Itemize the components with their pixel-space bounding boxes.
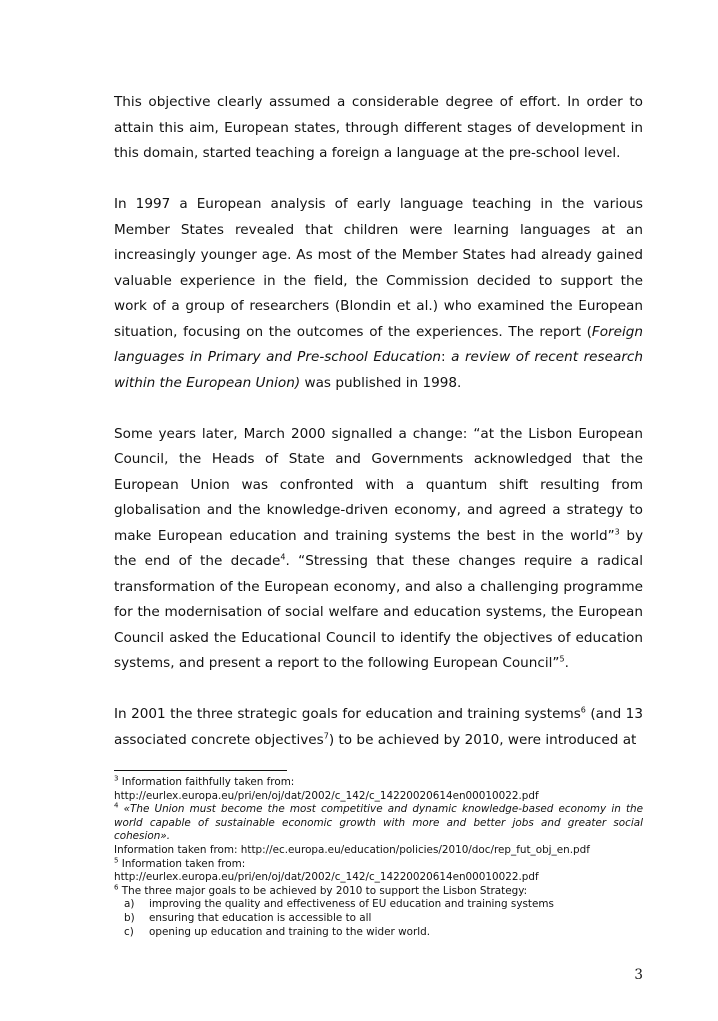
- report-title-italic: Foreign languages in Primary and Pre-school Education: [114, 323, 643, 365]
- footnote-ref-5: 5: [559, 654, 565, 664]
- footnote-number: 5: [114, 856, 119, 865]
- footnote-3: [114, 776, 643, 803]
- footnote-label: Information faithfully taken from:: [118, 776, 295, 788]
- list-item: [124, 926, 643, 940]
- paragraph-1997-analysis: [114, 192, 643, 396]
- paragraph-text: In 1997 a European analysis of early language teaching in the various Member States revealed that children were learning languages at an increasingly younger age. As most of the Member States had already gained valuable experience in the field, the Commission decided to support the work of a group of researchers (Blondin et al.) who examined the European situation, focusing on the outcomes of the experiences. The report (: [114, 196, 643, 340]
- paragraph-text: (and 13 associated concrete objectives: [114, 706, 643, 748]
- list-marker: b): [124, 912, 135, 925]
- footnote-url: http://eurlex.europa.eu/pri/en/oj/dat/2002/c_142/c_14220020614en00010022.pdf: [114, 871, 539, 884]
- footnote-number: 3: [114, 774, 119, 783]
- list-marker: a): [124, 898, 135, 911]
- list-item-text: opening up education and training to the wider world.: [149, 925, 431, 938]
- list-marker: c): [124, 925, 134, 938]
- report-subtitle-italic: a review of recent research within the European Union): [114, 349, 643, 391]
- footnote-quote: «The Union must become the most competitive and dynamic knowledge-based economy in the world capable of sustainable economic growth with more and better jobs and greater social cohesion».: [114, 803, 643, 843]
- paragraph-text: This objective clearly assumed a considerable degree of effort. In order to attain this aim, European states, through different stages of development in this domain, started teaching a foreign a language at the pre-school level.: [114, 94, 643, 161]
- footnote-number: 6: [114, 883, 119, 892]
- list-item: [124, 912, 643, 926]
- footnote-label: Information taken from:: [118, 857, 246, 870]
- paragraph-objective-effort: [114, 90, 643, 167]
- footnote-6-list: [114, 898, 643, 939]
- footnote-ref-7: 7: [323, 730, 329, 740]
- paragraph-text: In 2001 the three strategic goals for education and training systems: [114, 706, 581, 722]
- footnote-4: [114, 803, 643, 857]
- footnote-6: [114, 885, 643, 899]
- footnotes-section: [114, 770, 643, 940]
- footnote-ref-3: 3: [614, 526, 620, 536]
- paragraph-text: Some years later, March 2000 signalled a change: “at the Lisbon European Council, the Heads of State and Governments acknowledged that the European Union was confronted with a quantum shift resulting from globalisation and the knowledge-driven economy, and agreed a strategy to make European education and training systems the best in the world”: [114, 425, 643, 544]
- title-separator: :: [441, 349, 452, 365]
- footnote-number: 4: [114, 801, 119, 810]
- footnote-ref-6: 6: [580, 705, 586, 715]
- document-body: [114, 90, 643, 779]
- footnote-label: The three major goals to be achieved by 2010 to support the Lisbon Strategy:: [118, 884, 528, 897]
- footnote-ref-4: 4: [280, 552, 286, 562]
- paragraph-2001-goals: [114, 702, 643, 753]
- footnote-divider: [114, 770, 287, 771]
- list-item-text: improving the quality and effectiveness of EU education and training systems: [149, 898, 554, 911]
- paragraph-text: was published in 1998.: [300, 374, 462, 391]
- footnote-url: http://eurlex.europa.eu/pri/en/oj/dat/2002/c_142/c_14220020614en00010022.pdf: [114, 789, 539, 802]
- footnote-source: Information taken from: http://ec.europa.eu/education/policies/2010/doc/rep_fut_obj_en.pdf: [114, 843, 590, 856]
- footnote-5: [114, 858, 643, 885]
- paragraph-text: . “Stressing that these changes require a radical transformation of the European economy, and also a challenging programme for the modernisation of social welfare and education systems, the European Council asked the Educational Council to identify the objectives of education systems, and present a report to the following European Council”: [114, 553, 643, 671]
- page-number: 3: [634, 967, 643, 983]
- list-item-text: ensuring that education is accessible to all: [149, 912, 372, 925]
- list-item: [124, 898, 643, 912]
- paragraph-text: ) to be achieved by 2010, were introduced at: [328, 731, 637, 748]
- paragraph-text: by the end of the decade: [114, 527, 644, 569]
- paragraph-text: .: [564, 655, 569, 671]
- paragraph-lisbon-council: [114, 422, 643, 677]
